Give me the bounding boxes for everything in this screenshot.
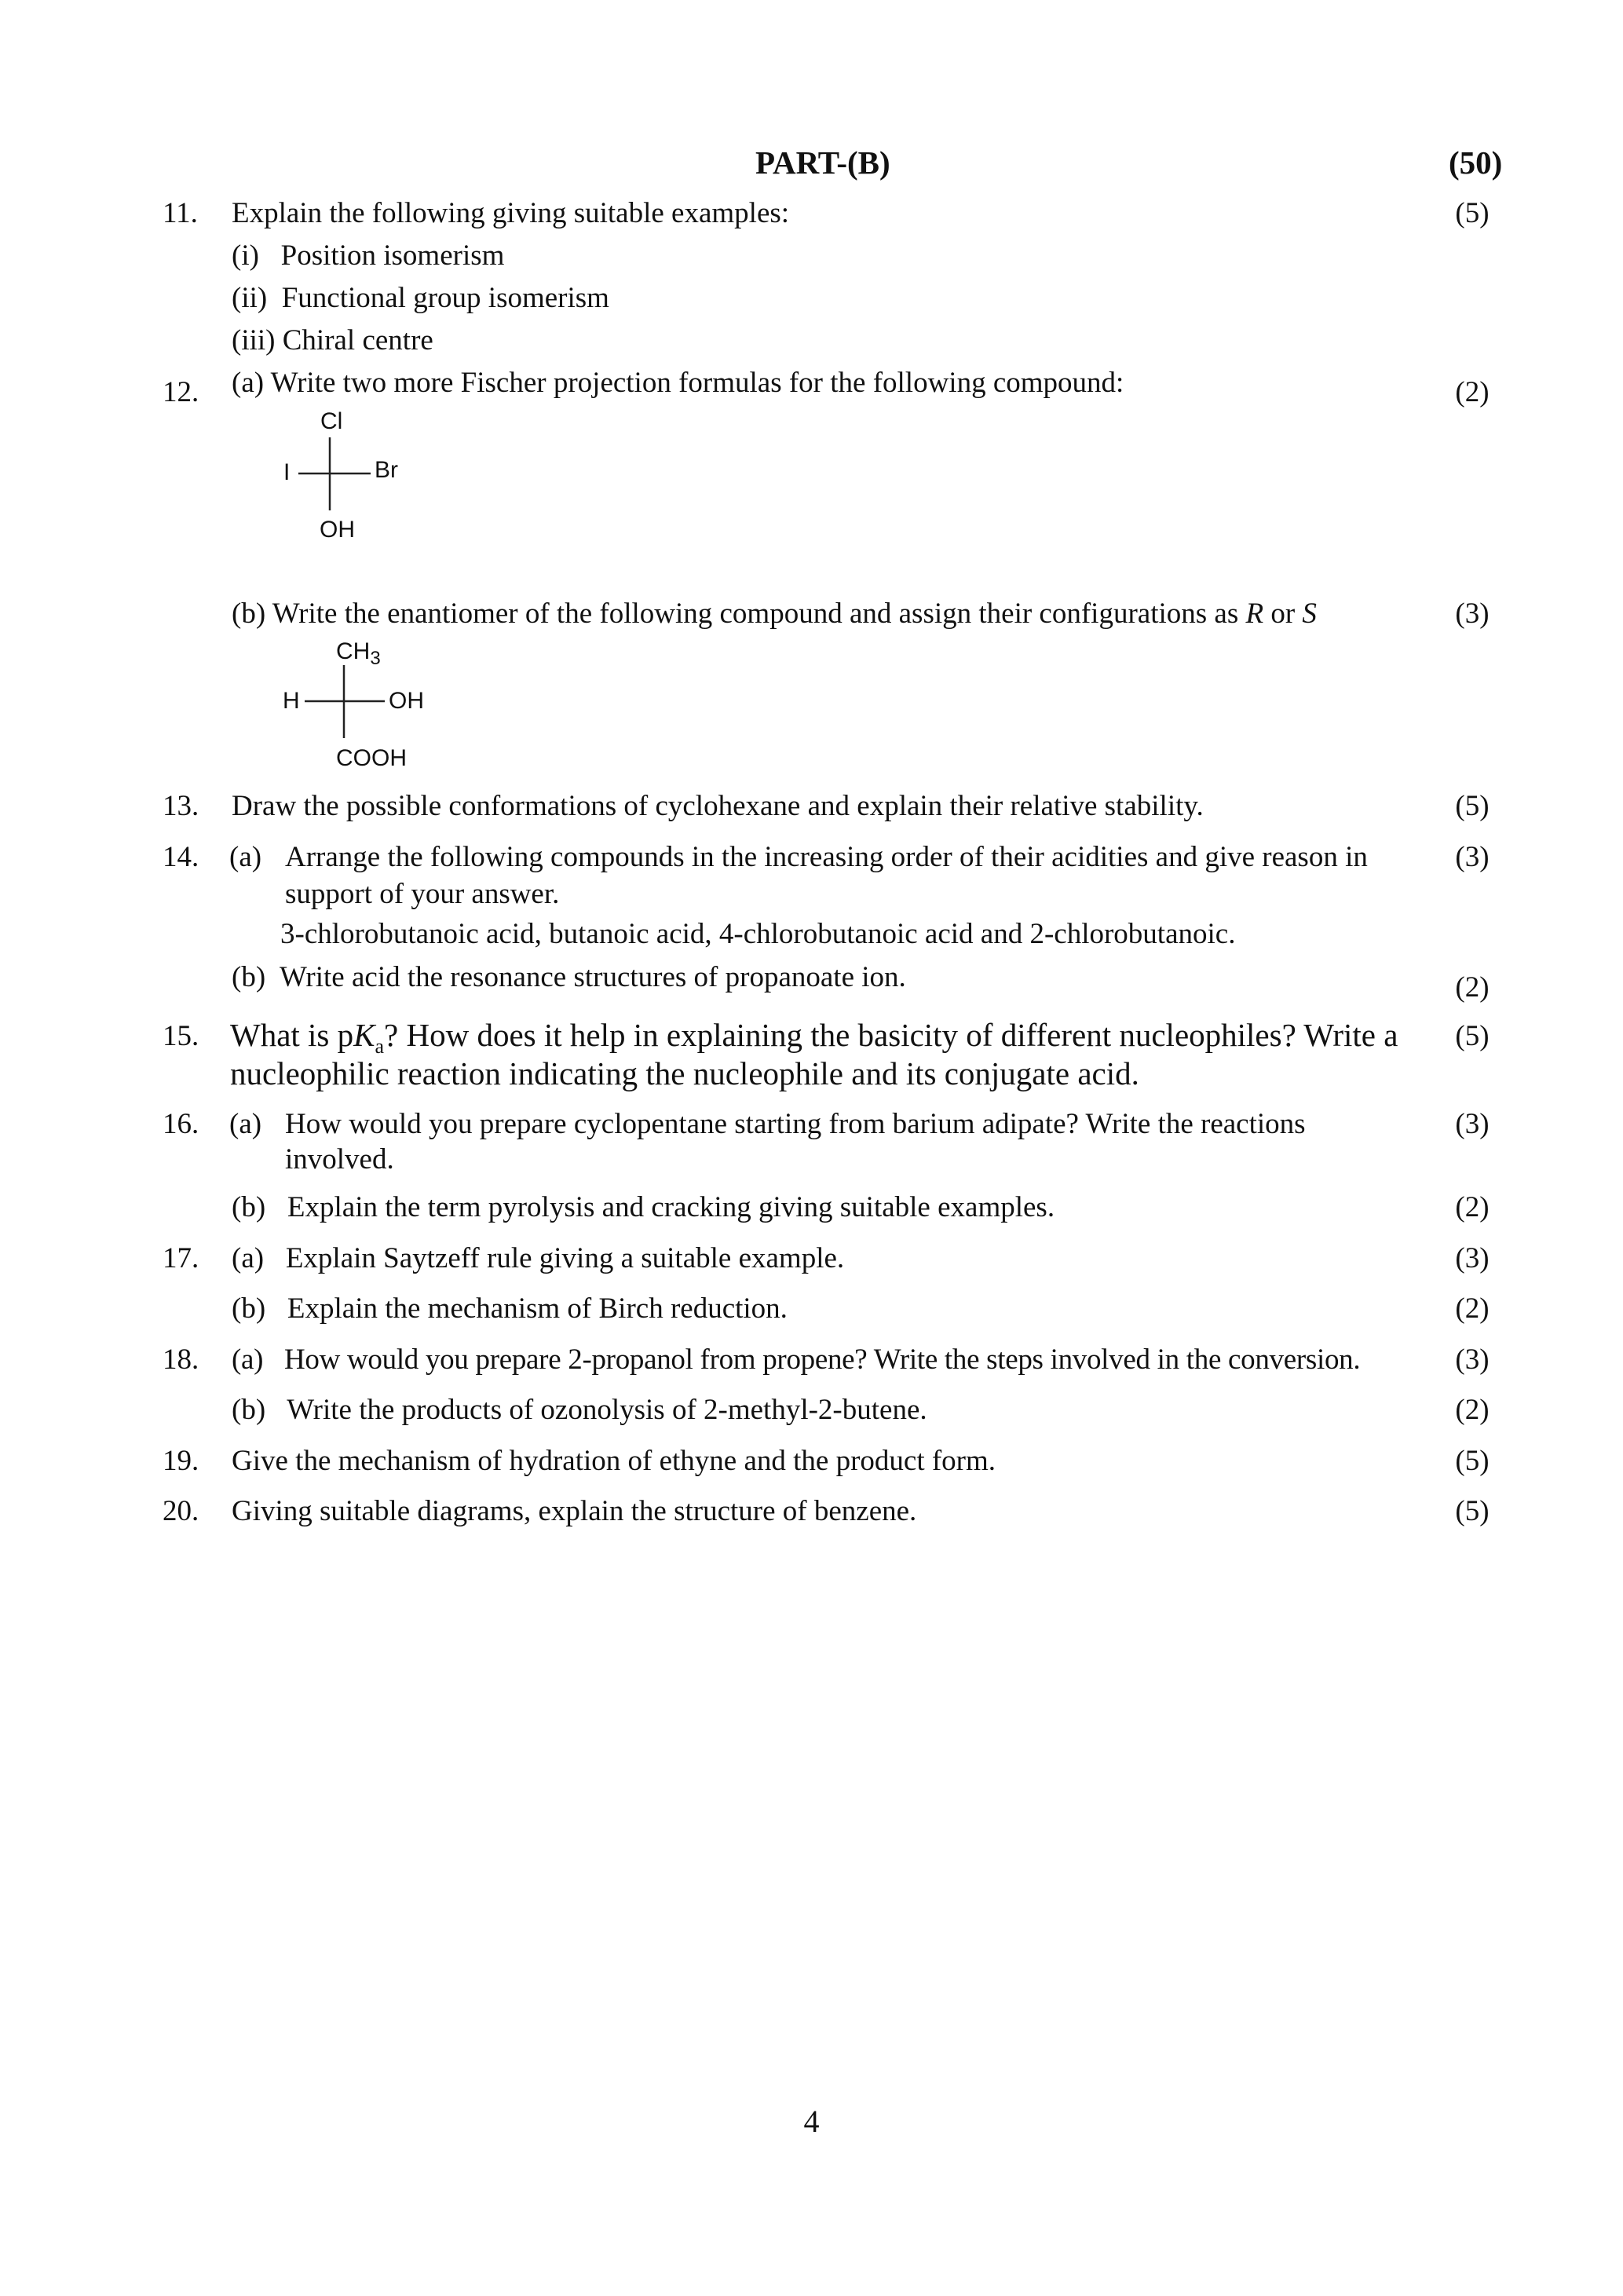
sub-item: (i) Position isomerism (232, 239, 505, 272)
question-text: (b) Explain the term pyrolysis and cracking giving suitable examples. (232, 1191, 1055, 1223)
question-number: 20. (163, 1495, 199, 1527)
question-number: 16. (163, 1108, 199, 1140)
ka-symbol: K (353, 1017, 375, 1053)
question-text: Giving suitable diagrams, explain the structure of benzene. (232, 1495, 917, 1527)
fischer-right-group: OH (389, 688, 424, 714)
text-part: ? How does it help in explaining the basicity of different nucleophiles? Write a (384, 1017, 1398, 1053)
question-text (232, 597, 1317, 631)
question-marks: (5) (1455, 1495, 1490, 1527)
question-marks: (3) (1455, 1344, 1490, 1376)
question-marks: (5) (1455, 1445, 1490, 1477)
question-marks: (5) (1455, 1020, 1490, 1052)
question-marks: (2) (1455, 1394, 1490, 1426)
question-number: 13. (163, 790, 199, 822)
or-word: or (1263, 598, 1303, 630)
question-marks: (5) (1455, 197, 1490, 229)
question-text: 3-chlorobutanoic acid, butanoic acid, 4-chlorobutanoic acid and 2-chlorobutanoic. (280, 918, 1236, 950)
question-number: 15. (163, 1020, 199, 1052)
question-text: support of your answer. (285, 878, 560, 910)
fischer-top-group (336, 638, 381, 673)
part-total-marks: (50) (1449, 144, 1503, 181)
top-group-text: CH (336, 638, 371, 664)
question-marks: (2) (1455, 1191, 1490, 1223)
question-text: (b) Explain the mechanism of Birch reduction. (232, 1292, 788, 1325)
fischer-top-group: Cl (320, 408, 343, 434)
question-marks: (2) (1455, 376, 1490, 408)
fischer-left-group: I (283, 459, 291, 485)
part-title: PART-(B) (755, 144, 890, 181)
question-marks: (2) (1455, 971, 1490, 1004)
text-part: What is p (230, 1017, 354, 1053)
question-marks: (3) (1455, 1242, 1490, 1274)
question-number: 11. (163, 197, 198, 229)
fischer-projection-a (283, 404, 440, 546)
question-marks: (2) (1455, 1292, 1490, 1325)
question-text: How would you prepare cyclopentane starting from barium adipate? Write the reactions (285, 1108, 1306, 1140)
question-text: Explain the following giving suitable examples: (232, 197, 790, 229)
question-text: (b) Write the products of ozonolysis of 2-methyl-2-butene. (232, 1394, 927, 1426)
question-number: 14. (163, 841, 199, 873)
question-text: involved. (285, 1143, 394, 1175)
question-marks: (5) (1455, 790, 1490, 822)
question-number: 19. (163, 1445, 199, 1477)
question-number: 17. (163, 1242, 199, 1274)
question-number: 18. (163, 1344, 199, 1376)
subscript: a (375, 1035, 385, 1058)
subscript: 3 (370, 648, 381, 669)
question-text-part: (b) Write the enantiomer of the following compound and assign their configurations as (232, 598, 1246, 630)
question-marks: (3) (1455, 841, 1490, 873)
sub-label: (a) (229, 841, 262, 873)
config-s: S (1302, 598, 1317, 630)
sub-label: (a) (229, 1108, 262, 1140)
sub-item: (iii) Chiral centre (232, 324, 433, 356)
config-r: R (1245, 598, 1264, 630)
question-text: Arrange the following compounds in the increasing order of their acidities and give reason in (285, 841, 1368, 873)
question-text: nucleophilic reaction indicating the nucleophile and its conjugate acid. (230, 1055, 1139, 1091)
question-number: 12. (163, 376, 199, 408)
question-text: (a) Explain Saytzeff rule giving a suitable example. (232, 1242, 845, 1274)
question-text: Give the mechanism of hydration of ethyne and the product form. (232, 1445, 996, 1477)
page-number: 4 (803, 2104, 820, 2139)
fischer-left-group: H (283, 688, 300, 714)
fischer-bottom-group: OH (320, 517, 355, 543)
question-marks: (3) (1455, 598, 1490, 630)
question-text: (a) How would you prepare 2-propanol from propene? Write the steps involved in the conversion. (232, 1344, 1361, 1376)
question-marks: (3) (1455, 1108, 1490, 1140)
sub-item: (ii) Functional group isomerism (232, 282, 609, 314)
fischer-bottom-group: COOH (336, 745, 407, 771)
question-text: (a) Write two more Fischer projection formulas for the following compound: (232, 367, 1124, 399)
question-text: (b) Write acid the resonance structures of propanoate ion. (232, 961, 906, 993)
question-text: Draw the possible conformations of cyclohexane and explain their relative stability. (232, 790, 1204, 822)
fischer-right-group: Br (375, 457, 398, 483)
